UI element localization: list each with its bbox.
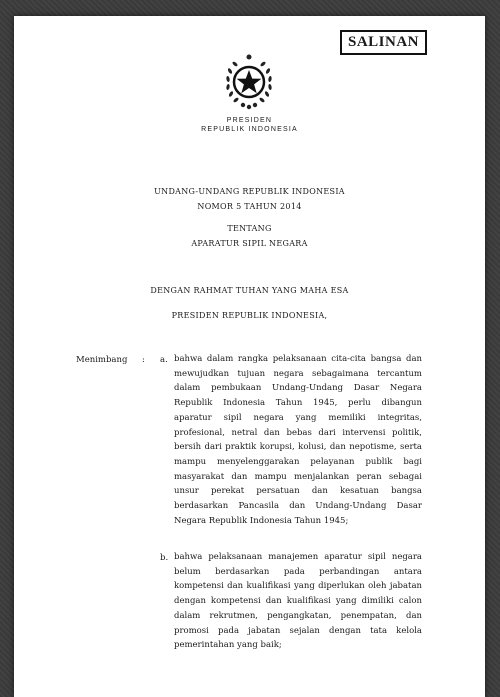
law-tentang: TENTANG (227, 224, 272, 233)
salinan-stamp: SALINAN (340, 30, 427, 55)
item-b-letter: b. (160, 553, 169, 563)
law-number: NOMOR 5 TAHUN 2014 (197, 202, 302, 211)
garuda-emblem-icon (219, 50, 279, 112)
law-subject: APARATUR SIPIL NEGARA (191, 239, 308, 248)
law-title: UNDANG-UNDANG REPUBLIK INDONESIA (154, 187, 345, 196)
document-page (14, 16, 485, 697)
menimbang-label: Menimbang (76, 355, 128, 365)
header-republic: REPUBLIK INDONESIA (201, 126, 298, 133)
item-b-text: bahwa pelaksanaan manajemen aparatur sipil negara belum berdasarkan pada perbandingan antara kompetensi dan kualifikasi yang diperlukan oleh jabatan dengan kompetensi dan kualifikasi yang dimiliki calon dalam rekrutmen, pengangkatan, penempatan, dan promosi pada jabatan sejalan dengan tata kelola pemerintahan yang baik; (174, 552, 422, 651)
president-header (14, 116, 485, 134)
header-president: PRESIDEN (226, 117, 273, 124)
item-a-letter: a. (160, 355, 168, 365)
item-a-text: bahwa dalam rangka pelaksanaan cita-cita bangsa dan mewujudkan tujuan negara sebagaimana tercantum dalam pembukaan Undang-Undang Dasar Negara Republik Indonesia Tahun 1945, perlu dibangun aparatur sipil negara yang memiliki integritas, profesional, netral dan bebas dari intervensi politik, bersih dari praktik korupsi, kolusi, dan nepotisme, serta mampu menyelenggarakan pelayanan publik bagi masyarakat dan mampu menjalankan peran sebagai unsur perekat persatuan dan kesatuan bangsa berdasarkan Pancasila dan Undang-Undang Dasar Negara Republik Indonesia Tahun 1945; (174, 354, 422, 526)
preamble-rahmat: DENGAN RAHMAT TUHAN YANG MAHA ESA (150, 286, 349, 295)
preamble-president: PRESIDEN REPUBLIK INDONESIA, (171, 311, 328, 320)
menimbang-colon: : (142, 355, 145, 365)
